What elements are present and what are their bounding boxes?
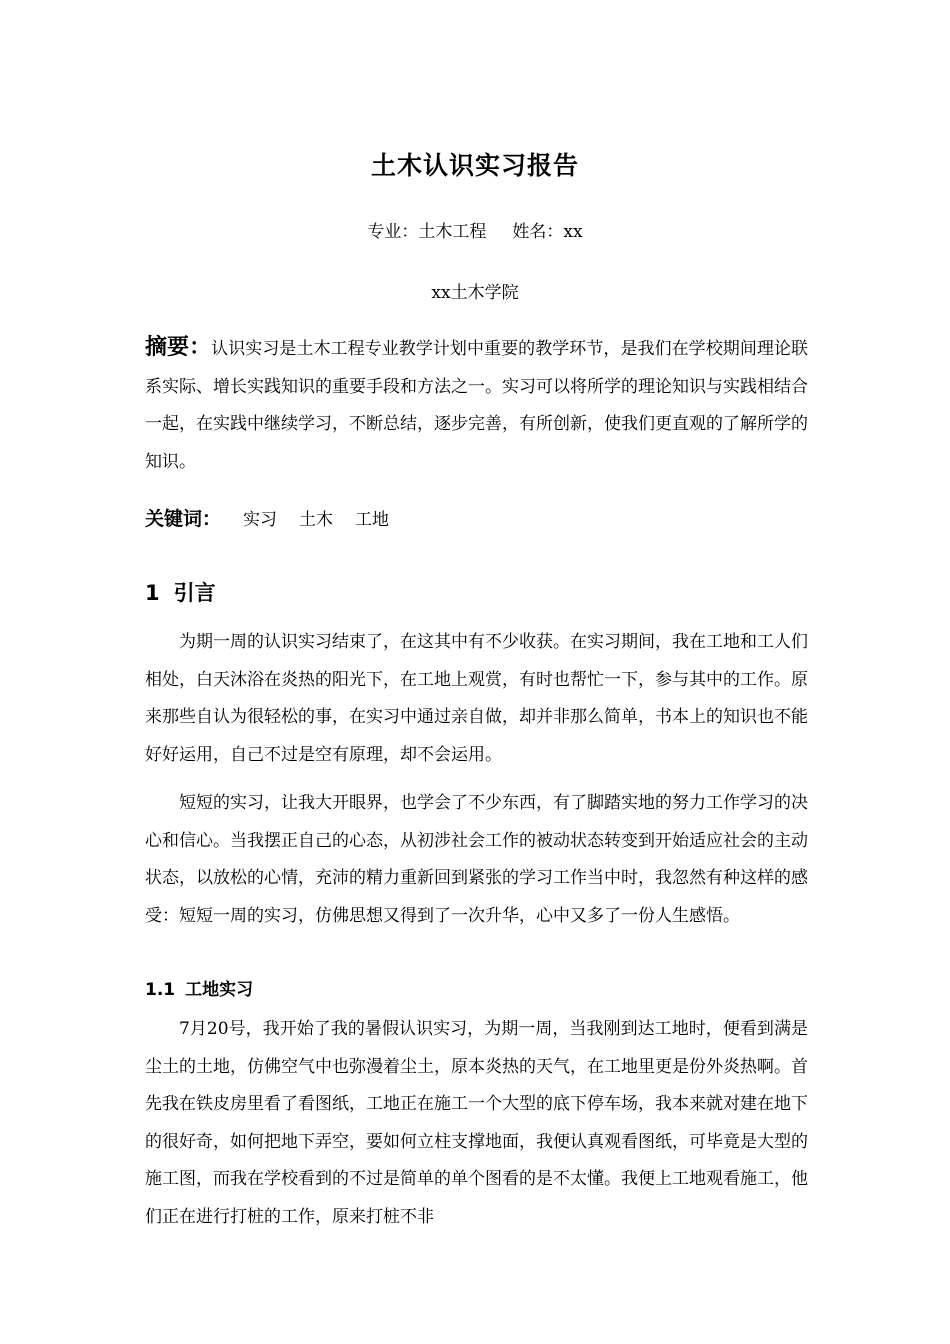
body-paragraph: 为期一周的认识实习结束了，在这其中有不少收获。在实习期间，我在工地和工人们相处，白天沐浴在炎热的阳光下，在工地上观赏，有时也帮忙一下，参与其中的工作。原来那些自认为很轻松的事，在实习中通过亲自做，却并非那么简单，书本上的知识也不能好好运用，自己不过是空有原理，却不会运用。 (145, 632, 808, 765)
author-info (0, 220, 950, 244)
name-label: 姓名：xx (512, 222, 583, 242)
abstract-label: 摘要： (145, 335, 212, 360)
document-title: 土木认识实习报告 (370, 151, 579, 180)
college-name: xx土木学院 (431, 283, 519, 303)
body-paragraph: 7月20号，我开始了我的暑假认识实习，为期一周，当我刚到达工地时，便看到满是尘土的土地，仿佛空气中也弥漫着尘土，原本炎热的天气，在工地里更是份外炎热啊。首先我在铁皮房里看了看图纸，工地正在施工一个大型的底下停车场，我本来就对建在地下的很好奇，如何把地下弄空，要如何立柱支撑地面，我便认真观看图纸，可毕竟是大型的施工图，而我在学校看到的不过是简单的单个图看的是不太懂。我便上工地观看施工，他们正在进行打桩的工作，原来打桩不非 (145, 1019, 808, 1227)
body-paragraph: 短短的实习，让我大开眼界，也学会了不少东西，有了脚踏实地的努力工作学习的决心和信心。当我摆正自己的心态，从初涉社会工作的被动状态转变到开始适应社会的主动状态，以放松的心情，充沛的精力重新回到紧张的学习工作当中时，我忽然有种这样的感受：短短一周的实习，仿佛思想又得到了一次升华，心中又多了一份人生感悟。 (145, 793, 808, 926)
section-title: 引言 (173, 581, 216, 605)
abstract-paragraph (145, 329, 808, 481)
subsection-title: 工地实习 (185, 980, 254, 1000)
major-label: 专业：土木工程 (367, 222, 487, 242)
keywords-label: 关键词： (145, 508, 222, 530)
abstract-text: 认识实习是土木工程专业教学计划中重要的教学环节，是我们在学校期间理论联系实际、增长实践知识的重要手段和方法之一。实习可以将所学的理论知识与实践相结合一起，在实践中继续学习，不断总结，逐步完善，有所创新，使我们更直观的了解所学的知识。 (145, 339, 808, 472)
section-number: 1 (145, 581, 160, 605)
section-heading-introduction (145, 576, 216, 610)
keywords-line (145, 503, 411, 536)
keyword-item: 土木 (299, 510, 334, 530)
subsection-heading-site-practice (145, 975, 253, 1005)
keyword-item: 工地 (355, 510, 390, 530)
subsection-number: 1.1 (145, 980, 176, 1000)
keyword-item: 实习 (243, 510, 278, 530)
